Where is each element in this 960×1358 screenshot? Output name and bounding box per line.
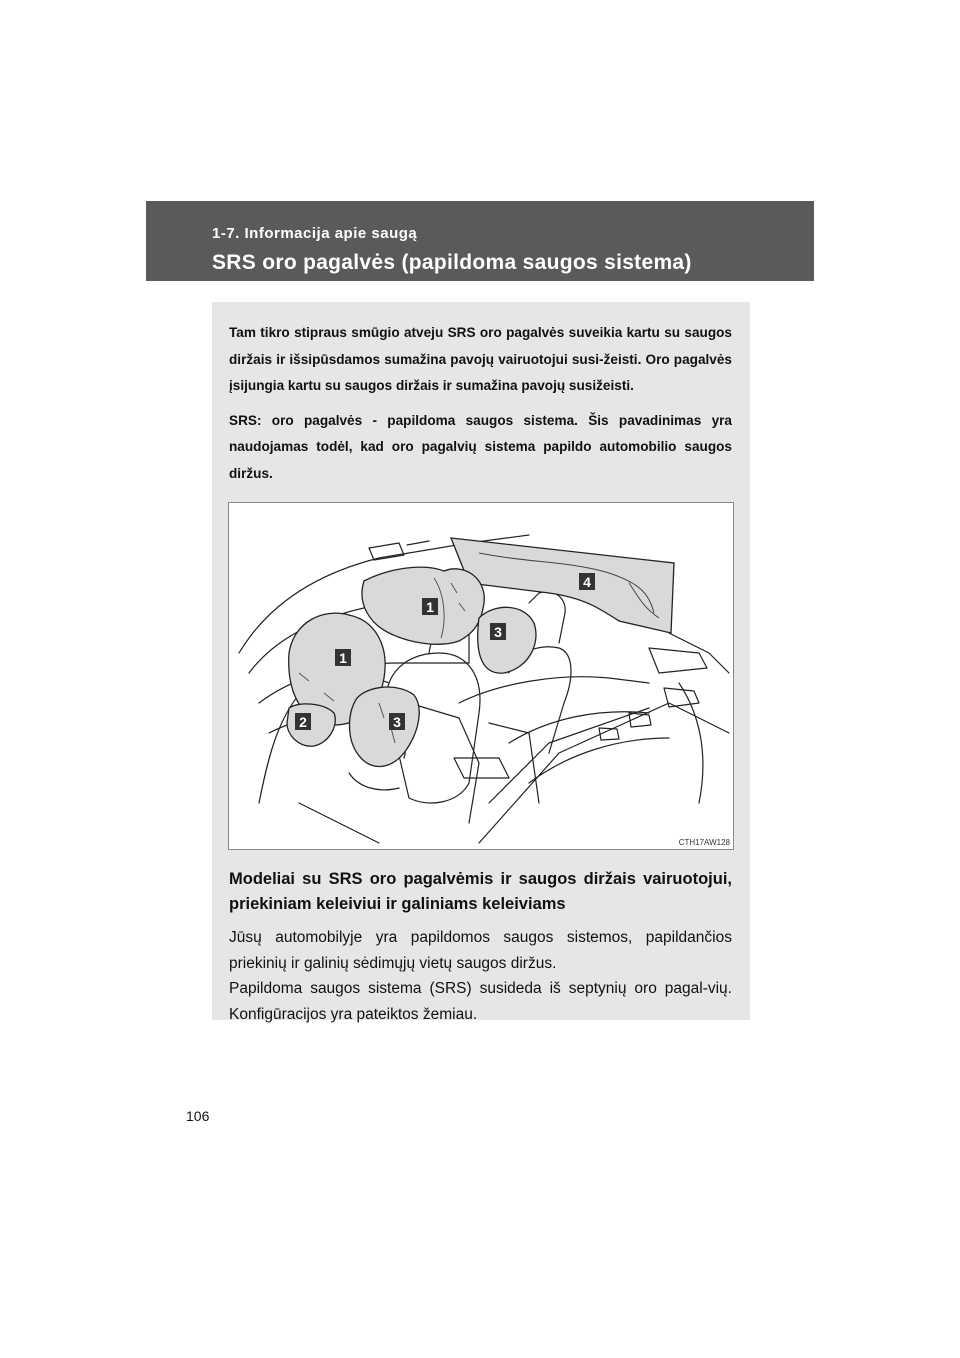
callout-4-curtain: [579, 573, 595, 590]
callout-label: 1: [339, 650, 347, 666]
figure-code: CTH17AW128: [678, 838, 730, 847]
content-panel: [212, 302, 750, 1023]
section-subheading: Modeliai su SRS oro pagalvėmis ir saugos diržais vairuotojui, priekiniam keleiviui ir galiniams keleiviams: [229, 870, 732, 913]
callout-label: 2: [299, 714, 307, 730]
callout-label: 3: [393, 714, 401, 730]
callout-3-driver-side: [389, 713, 405, 730]
chapter-header: [146, 201, 814, 281]
airbag-diagram: [229, 503, 733, 849]
body-paragraph-1: Jūsų automobilyje yra papildomos saugos sistemos, papildančios priekinių ir galinių sėdimųjų vietų saugos diržus.: [229, 929, 732, 972]
callout-label: 4: [583, 574, 591, 590]
page-title: SRS oro pagalvės (papildoma saugos sistema): [212, 251, 692, 274]
intro-paragraph-1: Tam tikro stipraus smūgio atveju SRS oro pagalvės suveikia kartu su saugos diržais ir išsipūsdamos sumažina pavojų vairuotojui susi-žeisti. Oro pagalvės įsijungia kartu su saugos diržais ir sumažina pavojų susižeisti.: [229, 325, 732, 393]
callout-1-driver: [335, 649, 351, 666]
intro-text: [229, 320, 732, 495]
body-text: [229, 925, 732, 1027]
callout-1-passenger: [422, 598, 438, 615]
callout-label: 1: [426, 599, 434, 615]
intro-paragraph-2: SRS: oro pagalvės - papildoma saugos sistema. Šis pavadinimas yra naudojamas todėl, kad oro pagalvių sistema papildo automobilio saugos diržus.: [229, 412, 732, 481]
airbag-illustration: [228, 502, 734, 850]
callout-2-knee: [295, 713, 311, 730]
body-paragraph-2: Papildoma saugos sistema (SRS) susideda iš septynių oro pagal-vių. Konfigūracijos yra pateiktos žemiau.: [229, 980, 732, 1023]
callout-3-passenger-side: [490, 623, 506, 640]
callout-label: 3: [494, 624, 502, 640]
section-label: 1-7. Informacija apie saugą: [212, 225, 418, 242]
page-number: 106: [186, 1108, 210, 1124]
